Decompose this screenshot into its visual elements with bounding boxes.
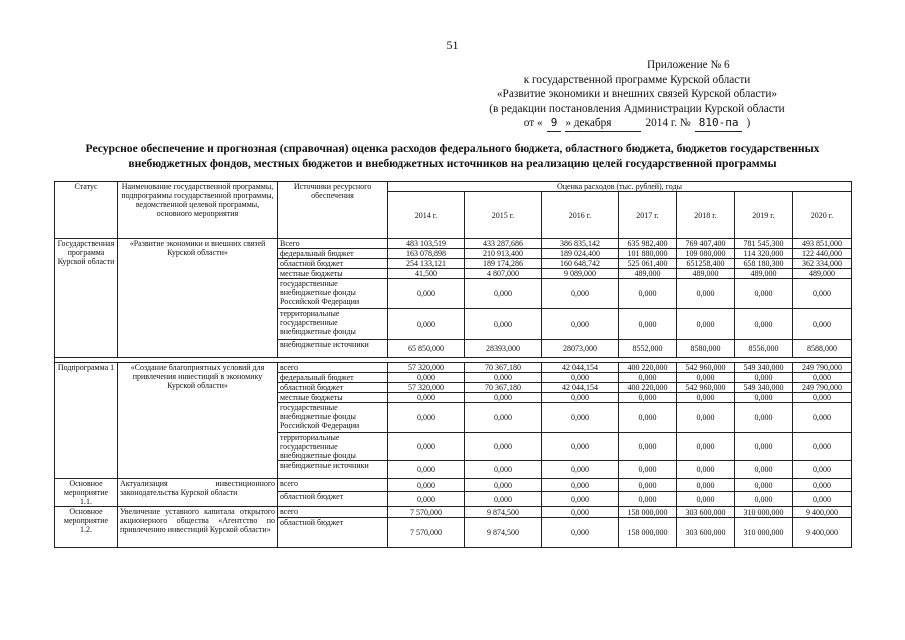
value-cell: 122 440,000 (793, 249, 852, 259)
value-cell: 0,000 (542, 518, 619, 548)
value-cell: 433 287,686 (465, 239, 542, 249)
value-cell: 0,000 (465, 393, 542, 403)
value-cell: 0,000 (619, 279, 677, 309)
date-month: » декабря (565, 116, 641, 132)
value-cell: 189 024,400 (542, 249, 619, 259)
row-program-name: «Создание благоприятных условий для привлечения инвестиций в экономику Курской области» (118, 363, 278, 479)
row-source: федеральный бюджет (278, 373, 388, 383)
document-title: Ресурсное обеспечение и прогнозная (справочная) оценка расходов федерального бюджета, областного бюджета, бюджетов государственных внебюджетных фондов, местных бюджетов и внебюджетных источников на реализацию целей государственной программы (85, 142, 820, 170)
value-cell: 70 367,180 (465, 363, 542, 373)
value-cell: 658 180,300 (735, 259, 793, 269)
value-cell: 0,000 (542, 433, 619, 461)
header-sources: Источники ресурсного обеспечения (278, 182, 388, 239)
value-cell: 651258,400 (677, 259, 735, 269)
value-cell: 8580,000 (677, 340, 735, 358)
row-status: Подпрограмма 1 (55, 363, 118, 479)
row-source: государственные внебюджетные фонды Российской Федерации (278, 403, 388, 433)
value-cell: 0,000 (735, 393, 793, 403)
value-cell: 0,000 (542, 461, 619, 479)
row-source: внебюджетные источники (278, 340, 388, 358)
date-year: 2014 г. № (645, 117, 691, 129)
appendix-program-title: «Развитие экономики и внешних связей Курской области» (496, 88, 778, 100)
value-cell: 0,000 (465, 479, 542, 492)
value-cell: 525 061,400 (619, 259, 677, 269)
appendix-edition: (в редакции постановления Администрации Курской области (489, 102, 785, 115)
value-cell: 0,000 (677, 461, 735, 479)
value-cell: 0,000 (619, 461, 677, 479)
row-status: Основное мероприятие 1.2. (55, 507, 118, 548)
row-source: областной бюджет (278, 492, 388, 507)
value-cell: 0,000 (735, 403, 793, 433)
page-number: 51 (446, 38, 459, 52)
value-cell: 0,000 (619, 393, 677, 403)
date-prefix: от « (523, 117, 543, 129)
value-cell: 0,000 (793, 373, 852, 383)
header-year: 2017 г. (619, 192, 677, 239)
value-cell: 0,000 (735, 279, 793, 309)
value-cell: 483 103,519 (388, 239, 465, 249)
row-source: федеральный бюджет (278, 249, 388, 259)
value-cell: 0,000 (388, 461, 465, 479)
value-cell: 0,000 (465, 373, 542, 383)
value-cell: 0,000 (542, 393, 619, 403)
value-cell: 57 320,000 (388, 363, 465, 373)
table-row (55, 479, 852, 492)
table-row (55, 507, 852, 518)
value-cell: 158 000,000 (619, 518, 677, 548)
header-estimate: Оценка расходов (тыс. рублей), годы (388, 182, 852, 192)
value-cell: 0,000 (793, 279, 852, 309)
value-cell: 0,000 (542, 403, 619, 433)
value-cell: 0,000 (619, 373, 677, 383)
value-cell: 254 133,121 (388, 259, 465, 269)
value-cell: 489,000 (735, 269, 793, 279)
row-source: всего (278, 363, 388, 373)
value-cell: 400 220,000 (619, 383, 677, 393)
budget-table (54, 181, 852, 548)
value-cell: 0,000 (465, 461, 542, 479)
table-body (55, 239, 852, 548)
value-cell: 8556,000 (735, 340, 793, 358)
row-source: государственные внебюджетные фонды Российской Федерации (278, 279, 388, 309)
value-cell: 0,000 (465, 309, 542, 340)
value-cell: 0,000 (793, 492, 852, 507)
value-cell: 7 570,000 (388, 507, 465, 518)
row-source: областной бюджет (278, 383, 388, 393)
value-cell: 0,000 (677, 479, 735, 492)
row-source: территориальные государственные внебюджетные фонды (278, 433, 388, 461)
value-cell: 0,000 (735, 492, 793, 507)
date-day: 9 (547, 116, 562, 132)
appendix-number: Приложение № 6 (647, 59, 730, 71)
value-cell: 0,000 (542, 309, 619, 340)
value-cell: 0,000 (793, 433, 852, 461)
value-cell: 0,000 (388, 373, 465, 383)
header-year: 2018 г. (677, 192, 735, 239)
value-cell: 0,000 (677, 309, 735, 340)
value-cell: 303 600,000 (677, 518, 735, 548)
value-cell: 109 080,000 (677, 249, 735, 259)
value-cell: 210 913,400 (465, 249, 542, 259)
value-cell: 249 790,000 (793, 363, 852, 373)
value-cell: 549 340,000 (735, 383, 793, 393)
value-cell: 163 078,898 (388, 249, 465, 259)
value-cell: 57 320,000 (388, 383, 465, 393)
value-cell: 0,000 (542, 507, 619, 518)
row-source: всего (278, 507, 388, 518)
row-source: внебюджетные источники (278, 461, 388, 479)
value-cell: 781 545,300 (735, 239, 793, 249)
value-cell: 0,000 (542, 479, 619, 492)
value-cell: 42 044,154 (542, 363, 619, 373)
header-year: 2016 г. (542, 192, 619, 239)
value-cell: 0,000 (677, 403, 735, 433)
value-cell: 635 982,400 (619, 239, 677, 249)
value-cell: 0,000 (735, 461, 793, 479)
value-cell: 9 400,000 (793, 518, 852, 548)
value-cell: 4 807,000 (465, 269, 542, 279)
value-cell: 101 880,000 (619, 249, 677, 259)
row-source: всего (278, 479, 388, 492)
value-cell: 28393,000 (465, 340, 542, 358)
date-close: ) (746, 117, 751, 129)
value-cell: 489,000 (619, 269, 677, 279)
header-status: Статус (55, 182, 118, 239)
value-cell: 42 044,154 (542, 383, 619, 393)
header-year: 2020 г. (793, 192, 852, 239)
value-cell: 489,000 (793, 269, 852, 279)
value-cell: 310 000,000 (735, 518, 793, 548)
value-cell: 9 874,500 (465, 507, 542, 518)
value-cell: 489,000 (677, 269, 735, 279)
value-cell: 0,000 (793, 461, 852, 479)
value-cell: 493 851,000 (793, 239, 852, 249)
row-source: областной бюджет (278, 518, 388, 548)
value-cell: 249 790,000 (793, 383, 852, 393)
value-cell: 0,000 (388, 279, 465, 309)
value-cell: 0,000 (619, 433, 677, 461)
header-year: 2015 г. (465, 192, 542, 239)
value-cell: 9 400,000 (793, 507, 852, 518)
value-cell: 28073,000 (542, 340, 619, 358)
value-cell: 769 407,400 (677, 239, 735, 249)
value-cell: 0,000 (793, 393, 852, 403)
value-cell: 0,000 (619, 309, 677, 340)
value-cell: 65 850,000 (388, 340, 465, 358)
value-cell: 158 000,000 (619, 507, 677, 518)
value-cell: 0,000 (735, 479, 793, 492)
appendix-header (437, 58, 837, 132)
value-cell: 0,000 (619, 403, 677, 433)
appendix-date-line (437, 116, 837, 132)
value-cell: 160 648,742 (542, 259, 619, 269)
value-cell: 114 320,000 (735, 249, 793, 259)
value-cell: 0,000 (735, 309, 793, 340)
header-name: Наименование государственной программы, подпрограммы государственной программы, ведомственной целевой программы, основного мероприятия (118, 182, 278, 239)
value-cell: 386 835,142 (542, 239, 619, 249)
value-cell: 0,000 (677, 393, 735, 403)
appendix-program: к государственной программе Курской области (523, 73, 751, 86)
value-cell: 0,000 (465, 403, 542, 433)
value-cell: 0,000 (677, 492, 735, 507)
value-cell: 8552,000 (619, 340, 677, 358)
value-cell: 549 340,000 (735, 363, 793, 373)
value-cell: 0,000 (793, 309, 852, 340)
value-cell: 542 960,000 (677, 363, 735, 373)
value-cell: 310 000,000 (735, 507, 793, 518)
header-year: 2014 г. (388, 192, 465, 239)
value-cell: 0,000 (388, 433, 465, 461)
row-source: территориальные государственные внебюджетные фонды (278, 309, 388, 340)
value-cell: 0,000 (677, 373, 735, 383)
row-source: местные бюджеты (278, 269, 388, 279)
row-program-name: Актуализация инвестиционного законодательства Курской области (118, 479, 278, 507)
value-cell: 0,000 (735, 373, 793, 383)
header-year: 2019 г. (735, 192, 793, 239)
value-cell: 0,000 (793, 403, 852, 433)
row-program-name: Увеличение уставного капитала открытого акционерного общества «Агентство по привлечению инвестиций Курской области» (118, 507, 278, 548)
row-status: Государственная программа Курской области (55, 239, 118, 358)
table-row (55, 363, 852, 373)
value-cell: 0,000 (619, 479, 677, 492)
value-cell: 362 334,000 (793, 259, 852, 269)
value-cell: 0,000 (542, 492, 619, 507)
value-cell: 0,000 (542, 279, 619, 309)
value-cell: 400 220,000 (619, 363, 677, 373)
row-source: Всего (278, 239, 388, 249)
value-cell: 0,000 (388, 393, 465, 403)
value-cell: 8588,000 (793, 340, 852, 358)
table-row (55, 239, 852, 249)
value-cell: 0,000 (465, 433, 542, 461)
value-cell: 0,000 (388, 479, 465, 492)
value-cell: 9 089,000 (542, 269, 619, 279)
row-status: Основное мероприятие 1.1. (55, 479, 118, 507)
value-cell: 0,000 (465, 492, 542, 507)
value-cell: 0,000 (542, 373, 619, 383)
value-cell: 0,000 (388, 403, 465, 433)
value-cell: 0,000 (388, 492, 465, 507)
value-cell: 303 600,000 (677, 507, 735, 518)
value-cell: 542 960,000 (677, 383, 735, 393)
date-number: 810-па (695, 116, 743, 132)
value-cell: 9 874,500 (465, 518, 542, 548)
row-source: областной бюджет (278, 259, 388, 269)
value-cell: 189 174,286 (465, 259, 542, 269)
value-cell: 0,000 (793, 479, 852, 492)
row-program-name: «Развитие экономики и внешних связей Курской области» (118, 239, 278, 358)
value-cell: 0,000 (465, 279, 542, 309)
value-cell: 70 367,180 (465, 383, 542, 393)
value-cell: 0,000 (735, 433, 793, 461)
value-cell: 0,000 (677, 279, 735, 309)
value-cell: 0,000 (388, 309, 465, 340)
value-cell: 41,500 (388, 269, 465, 279)
value-cell: 0,000 (619, 492, 677, 507)
value-cell: 7 570,000 (388, 518, 465, 548)
row-source: местные бюджеты (278, 393, 388, 403)
value-cell: 0,000 (677, 433, 735, 461)
